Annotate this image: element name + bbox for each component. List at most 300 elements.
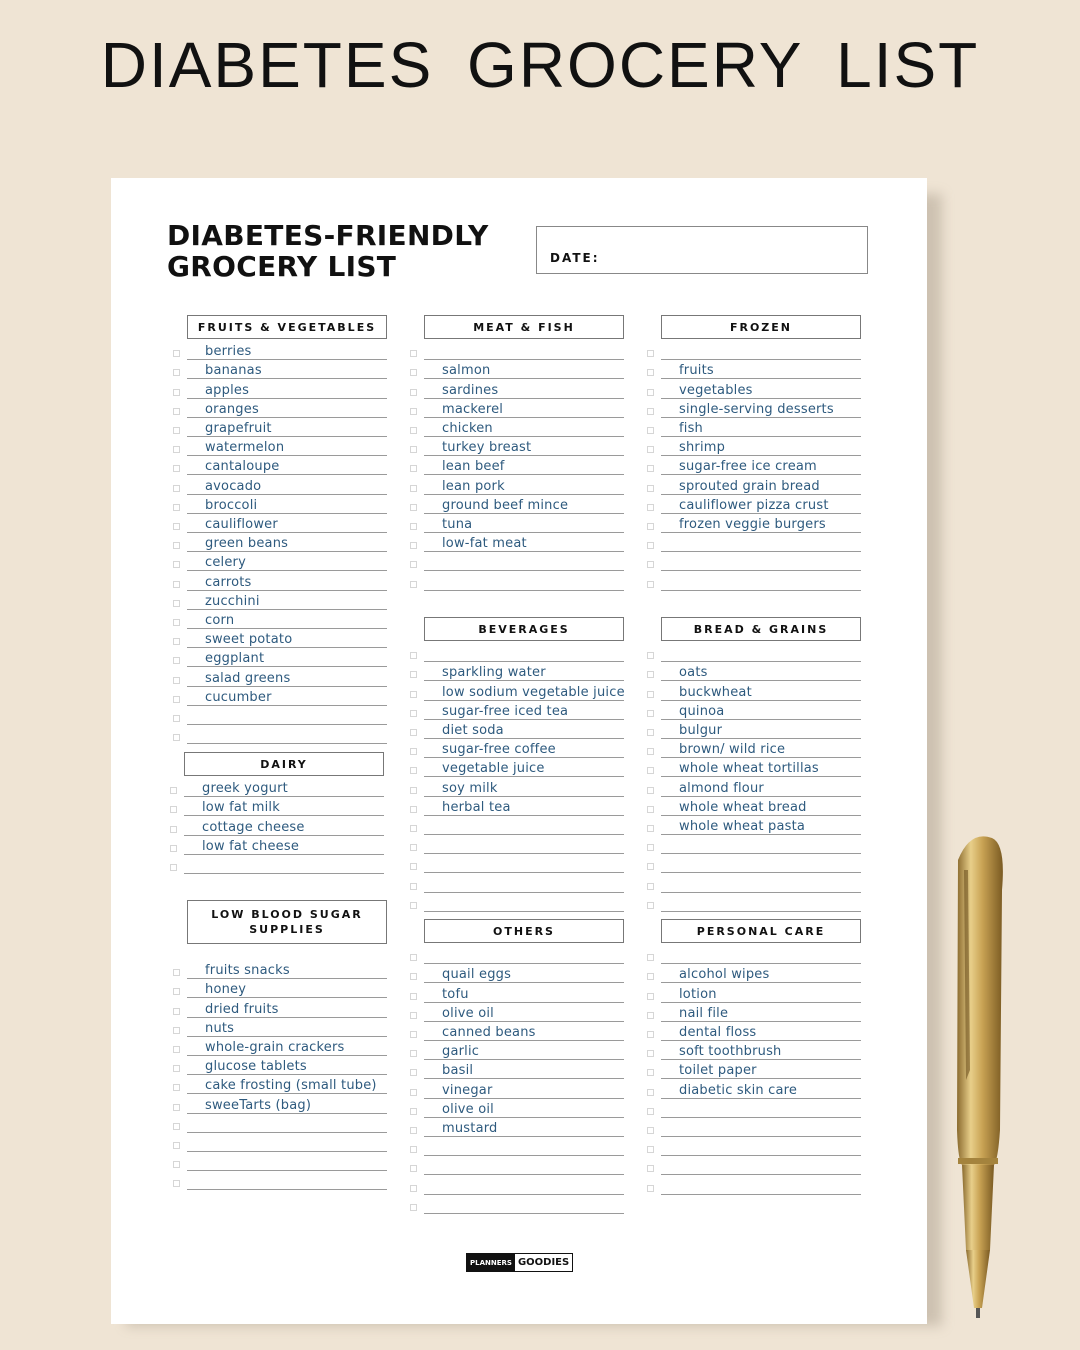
list-item[interactable] (647, 873, 861, 892)
list-item[interactable] (173, 552, 387, 571)
list-item[interactable] (410, 1099, 624, 1118)
list-item[interactable] (410, 514, 624, 533)
item-text: diabetic skin care (679, 1082, 798, 1098)
write-line (187, 743, 387, 744)
checkbox[interactable] (410, 1165, 417, 1172)
checkbox[interactable] (173, 638, 180, 645)
list-item[interactable] (410, 893, 624, 912)
list-item[interactable] (410, 1060, 624, 1079)
list-item[interactable] (410, 739, 624, 758)
list-item[interactable] (173, 1037, 387, 1056)
list-item[interactable] (173, 571, 387, 590)
list-item[interactable] (173, 379, 387, 398)
checkbox[interactable] (410, 1089, 417, 1096)
checkbox[interactable] (173, 446, 180, 453)
list-item[interactable] (647, 1022, 861, 1041)
list-item[interactable] (410, 983, 624, 1002)
checkbox[interactable] (410, 1031, 417, 1038)
checkbox[interactable] (170, 864, 177, 871)
list-item[interactable] (173, 629, 387, 648)
checkbox[interactable] (410, 883, 417, 890)
checkbox[interactable] (173, 600, 180, 607)
list-item[interactable] (410, 1156, 624, 1175)
checkbox[interactable] (647, 427, 654, 434)
checkbox[interactable] (647, 883, 654, 890)
checkbox[interactable] (173, 1008, 180, 1015)
list-item[interactable] (173, 514, 387, 533)
checkbox[interactable] (173, 1084, 180, 1091)
checkbox[interactable] (173, 389, 180, 396)
item-text: soft toothbrush (679, 1044, 782, 1060)
checkbox[interactable] (647, 710, 654, 717)
checkbox[interactable] (173, 350, 180, 357)
checkbox[interactable] (173, 504, 180, 511)
checkbox[interactable] (173, 561, 180, 568)
checkbox[interactable] (173, 677, 180, 684)
checkbox[interactable] (647, 973, 654, 980)
checkbox[interactable] (647, 542, 654, 549)
checkbox[interactable] (647, 446, 654, 453)
checkbox[interactable] (647, 1089, 654, 1096)
checkbox[interactable] (173, 696, 180, 703)
write-line (187, 1189, 387, 1190)
checkbox[interactable] (410, 767, 417, 774)
list-item[interactable] (647, 456, 861, 475)
item-text: watermelon (205, 440, 285, 456)
checkbox[interactable] (647, 1165, 654, 1172)
list-item[interactable] (410, 945, 624, 964)
item-text: sweet potato (205, 632, 293, 648)
item-text: whole wheat bread (679, 799, 807, 815)
item-text: cake frosting (small tube) (205, 1078, 377, 1094)
checkbox[interactable] (410, 1069, 417, 1076)
checkbox[interactable] (647, 465, 654, 472)
checkbox[interactable] (410, 748, 417, 755)
item-text: brown/ wild rice (679, 742, 786, 758)
list-item[interactable] (647, 360, 861, 379)
list-item[interactable] (410, 456, 624, 475)
checkbox[interactable] (647, 408, 654, 415)
checkbox[interactable] (647, 523, 654, 530)
checkbox[interactable] (647, 1012, 654, 1019)
checkbox[interactable] (410, 408, 417, 415)
checkbox[interactable] (173, 1180, 180, 1187)
list-item[interactable] (173, 1056, 387, 1075)
list-item[interactable] (173, 1152, 387, 1171)
list-item[interactable] (410, 1041, 624, 1060)
item-text: frozen veggie burgers (679, 516, 826, 532)
checkbox[interactable] (647, 729, 654, 736)
list-item[interactable] (173, 1133, 387, 1152)
list-item[interactable] (410, 816, 624, 835)
checkbox[interactable] (410, 427, 417, 434)
list-item[interactable] (410, 662, 624, 681)
list-item[interactable] (647, 854, 861, 873)
checkbox[interactable] (647, 485, 654, 492)
list-item[interactable] (410, 758, 624, 777)
item-text: mustard (442, 1120, 498, 1136)
item-text: tofu (442, 986, 469, 1002)
checkbox[interactable] (647, 389, 654, 396)
item-text: fruits (679, 363, 714, 379)
logo-right: GOODIES (515, 1254, 572, 1271)
item-text: grapefruit (205, 420, 272, 436)
item-text: sprouted grain bread (679, 478, 820, 494)
checkbox[interactable] (410, 973, 417, 980)
item-text: fruits snacks (205, 963, 290, 979)
list-item[interactable] (647, 475, 861, 494)
list-item[interactable] (410, 341, 624, 360)
section-title: PERSONAL CARE (661, 919, 861, 943)
sheet-title (167, 220, 489, 282)
checkbox[interactable] (410, 993, 417, 1000)
item-text: low sodium vegetable juice (442, 684, 625, 700)
checkbox[interactable] (647, 1127, 654, 1134)
list-item[interactable] (173, 1114, 387, 1133)
checkbox[interactable] (410, 504, 417, 511)
list-item[interactable] (173, 456, 387, 475)
list-item[interactable] (173, 706, 387, 725)
checkbox[interactable] (647, 561, 654, 568)
checkbox[interactable] (170, 787, 177, 794)
list-item[interactable] (647, 379, 861, 398)
checkbox[interactable] (410, 561, 417, 568)
list-item[interactable] (410, 797, 624, 816)
checkbox[interactable] (173, 1161, 180, 1168)
list-item[interactable] (170, 836, 384, 855)
checkbox[interactable] (170, 806, 177, 813)
list-item[interactable] (173, 1094, 387, 1113)
checkbox[interactable] (410, 691, 417, 698)
list-item[interactable] (410, 1079, 624, 1098)
list-item[interactable] (410, 681, 624, 700)
checkbox[interactable] (647, 825, 654, 832)
checkbox[interactable] (410, 806, 417, 813)
list-item[interactable] (647, 681, 861, 700)
checkbox[interactable] (410, 1127, 417, 1134)
checkbox[interactable] (173, 715, 180, 722)
item-text: oranges (205, 401, 259, 417)
list-item[interactable] (410, 571, 624, 590)
checkbox[interactable] (410, 485, 417, 492)
checkbox[interactable] (173, 369, 180, 376)
item-text: sardines (442, 382, 499, 398)
item-text: low fat cheese (202, 838, 300, 854)
checkbox[interactable] (410, 729, 417, 736)
checkbox[interactable] (410, 1050, 417, 1057)
checkbox[interactable] (647, 767, 654, 774)
checkbox[interactable] (410, 652, 417, 659)
item-text: alcohol wipes (679, 967, 770, 983)
checkbox[interactable] (173, 988, 180, 995)
list-item[interactable] (647, 945, 861, 964)
item-text: toilet paper (679, 1063, 757, 1079)
list-item[interactable] (173, 648, 387, 667)
checkbox[interactable] (170, 826, 177, 833)
checkbox[interactable] (173, 408, 180, 415)
list-item[interactable] (170, 778, 384, 797)
list-item[interactable] (410, 643, 624, 662)
checkbox[interactable] (173, 523, 180, 530)
checkbox[interactable] (410, 369, 417, 376)
list-item[interactable] (173, 418, 387, 437)
list-item[interactable] (647, 571, 861, 590)
checkbox[interactable] (647, 902, 654, 909)
list-item[interactable] (647, 1041, 861, 1060)
list-item[interactable] (410, 552, 624, 571)
list-item[interactable] (410, 399, 624, 418)
item-text: oats (679, 665, 708, 681)
checkbox[interactable] (647, 806, 654, 813)
list-item[interactable] (173, 687, 387, 706)
list-item[interactable] (173, 341, 387, 360)
section-title: FRUITS & VEGETABLES (187, 315, 387, 339)
checkbox[interactable] (173, 1104, 180, 1111)
checkbox[interactable] (410, 1204, 417, 1211)
list-item[interactable] (173, 979, 387, 998)
list-item[interactable] (173, 610, 387, 629)
checkbox[interactable] (647, 844, 654, 851)
list-item[interactable] (647, 1175, 861, 1194)
list-item[interactable] (647, 1003, 861, 1022)
list-item[interactable] (647, 514, 861, 533)
checkbox[interactable] (647, 1185, 654, 1192)
item-text: quail eggs (442, 967, 512, 983)
list-item[interactable] (647, 495, 861, 514)
list-item[interactable] (173, 475, 387, 494)
checkbox[interactable] (410, 581, 417, 588)
checkbox[interactable] (647, 993, 654, 1000)
list-item[interactable] (173, 533, 387, 552)
checkbox[interactable] (173, 969, 180, 976)
item-text: chicken (442, 420, 493, 436)
checkbox[interactable] (173, 657, 180, 664)
checkbox[interactable] (647, 787, 654, 794)
checkbox[interactable] (647, 1146, 654, 1153)
checkbox[interactable] (170, 845, 177, 852)
item-text: salad greens (205, 670, 291, 686)
list-item[interactable] (410, 379, 624, 398)
list-item[interactable] (647, 777, 861, 796)
item-text: diet soda (442, 722, 504, 738)
checkbox[interactable] (647, 1050, 654, 1057)
list-item[interactable] (410, 1137, 624, 1156)
list-item[interactable] (647, 552, 861, 571)
list-item[interactable] (170, 797, 384, 816)
list-item[interactable] (647, 893, 861, 912)
checkbox[interactable] (410, 350, 417, 357)
gold-pen-icon (940, 830, 1020, 1320)
item-text: olive oil (442, 1005, 494, 1021)
list-item[interactable] (410, 495, 624, 514)
checkbox[interactable] (173, 1027, 180, 1034)
checkbox[interactable] (173, 1142, 180, 1149)
checkbox[interactable] (410, 542, 417, 549)
list-item[interactable] (410, 437, 624, 456)
item-text: herbal tea (442, 799, 511, 815)
list-item[interactable] (410, 1195, 624, 1214)
list-item[interactable] (410, 1003, 624, 1022)
list-item[interactable] (647, 437, 861, 456)
checkbox[interactable] (647, 954, 654, 961)
item-text: honey (205, 982, 247, 998)
list-item[interactable] (410, 873, 624, 892)
write-line (661, 911, 861, 912)
list-item[interactable] (647, 341, 861, 360)
list-item[interactable] (647, 739, 861, 758)
checkbox[interactable] (410, 389, 417, 396)
checkbox[interactable] (410, 1185, 417, 1192)
item-text: shrimp (679, 440, 726, 456)
list-item[interactable] (410, 1022, 624, 1041)
list-item[interactable] (647, 797, 861, 816)
list-item[interactable] (647, 964, 861, 983)
checkbox[interactable] (647, 1108, 654, 1115)
list-item[interactable] (410, 418, 624, 437)
item-text: berries (205, 344, 252, 360)
date-label: DATE: (550, 251, 600, 265)
list-item[interactable] (647, 835, 861, 854)
checkbox[interactable] (647, 652, 654, 659)
list-item[interactable] (647, 1137, 861, 1156)
checkbox[interactable] (647, 350, 654, 357)
date-field[interactable] (536, 226, 868, 274)
checkbox[interactable] (410, 1108, 417, 1115)
checkbox[interactable] (410, 902, 417, 909)
sheet-title-line1: DIABETES-FRIENDLY (167, 219, 489, 252)
item-text: cucumber (205, 689, 272, 705)
checkbox[interactable] (173, 581, 180, 588)
checkbox[interactable] (647, 671, 654, 678)
checkbox[interactable] (173, 619, 180, 626)
item-text: mackerel (442, 401, 504, 417)
checkbox[interactable] (173, 465, 180, 472)
item-text: sugar-free coffee (442, 742, 556, 758)
list-item[interactable] (410, 964, 624, 983)
list-item[interactable] (173, 667, 387, 686)
list-item[interactable] (647, 533, 861, 552)
item-text: buckwheat (679, 684, 752, 700)
item-text: sweeTarts (bag) (205, 1097, 312, 1113)
list-item[interactable] (647, 1060, 861, 1079)
list-item[interactable] (410, 720, 624, 739)
item-text: low-fat meat (442, 536, 527, 552)
list-item[interactable] (410, 1118, 624, 1137)
list-item[interactable] (410, 533, 624, 552)
list-item[interactable] (173, 495, 387, 514)
write-line (661, 1194, 861, 1195)
list-item[interactable] (647, 643, 861, 662)
brand-logo (466, 1253, 573, 1272)
list-item[interactable] (647, 758, 861, 777)
checkbox[interactable] (173, 427, 180, 434)
checkbox[interactable] (647, 748, 654, 755)
list-item[interactable] (647, 1118, 861, 1137)
logo-left: PLANNERS (467, 1254, 515, 1271)
checkbox[interactable] (410, 710, 417, 717)
checkbox[interactable] (647, 863, 654, 870)
list-item[interactable] (410, 854, 624, 873)
checkbox[interactable] (410, 954, 417, 961)
checkbox[interactable] (410, 465, 417, 472)
list-item[interactable] (647, 1099, 861, 1118)
list-item[interactable] (647, 701, 861, 720)
checkbox[interactable] (647, 1031, 654, 1038)
checkbox[interactable] (410, 1146, 417, 1153)
checkbox[interactable] (173, 1123, 180, 1130)
list-item[interactable] (647, 1079, 861, 1098)
checkbox[interactable] (410, 446, 417, 453)
checkbox[interactable] (410, 863, 417, 870)
checkbox[interactable] (173, 485, 180, 492)
item-text: low fat milk (202, 800, 280, 816)
checkbox[interactable] (410, 671, 417, 678)
list-item[interactable] (647, 662, 861, 681)
checkbox[interactable] (647, 691, 654, 698)
checkbox[interactable] (410, 1012, 417, 1019)
sheet-title-line2: GROCERY LIST (167, 250, 397, 283)
item-text: broccoli (205, 497, 258, 513)
checkbox[interactable] (410, 787, 417, 794)
list-item[interactable] (173, 591, 387, 610)
list-item[interactable] (647, 720, 861, 739)
list-item[interactable] (173, 437, 387, 456)
list-item[interactable] (410, 835, 624, 854)
checkbox[interactable] (647, 1069, 654, 1076)
item-text: single-serving desserts (679, 401, 834, 417)
checkbox[interactable] (647, 581, 654, 588)
item-text: vegetable juice (442, 761, 545, 777)
checkbox[interactable] (410, 844, 417, 851)
list-item[interactable] (173, 725, 387, 744)
list-item[interactable] (410, 1175, 624, 1194)
checkbox[interactable] (410, 523, 417, 530)
item-text: vegetables (679, 382, 753, 398)
item-text: almond flour (679, 780, 764, 796)
list-item[interactable] (173, 360, 387, 379)
write-line (424, 590, 624, 591)
list-item[interactable] (410, 475, 624, 494)
item-text: fish (679, 420, 704, 436)
item-text: bananas (205, 363, 262, 379)
list-item[interactable] (647, 983, 861, 1002)
checkbox[interactable] (647, 504, 654, 511)
list-item[interactable] (647, 816, 861, 835)
item-text: nuts (205, 1020, 235, 1036)
list-item[interactable] (170, 816, 384, 835)
list-item[interactable] (173, 1171, 387, 1190)
list-item[interactable] (647, 399, 861, 418)
list-item[interactable] (170, 855, 384, 874)
list-item[interactable] (647, 418, 861, 437)
list-item[interactable] (173, 399, 387, 418)
checkbox[interactable] (410, 825, 417, 832)
checkbox[interactable] (173, 734, 180, 741)
checkbox[interactable] (173, 1065, 180, 1072)
checkbox[interactable] (173, 542, 180, 549)
list-item[interactable] (173, 1018, 387, 1037)
item-text: turkey breast (442, 440, 532, 456)
list-item[interactable] (173, 998, 387, 1017)
list-item[interactable] (410, 360, 624, 379)
checkbox[interactable] (173, 1046, 180, 1053)
list-item[interactable] (647, 1156, 861, 1175)
list-item[interactable] (410, 701, 624, 720)
checkbox[interactable] (647, 369, 654, 376)
list-item[interactable] (173, 960, 387, 979)
list-item[interactable] (173, 1075, 387, 1094)
list-item[interactable] (410, 777, 624, 796)
